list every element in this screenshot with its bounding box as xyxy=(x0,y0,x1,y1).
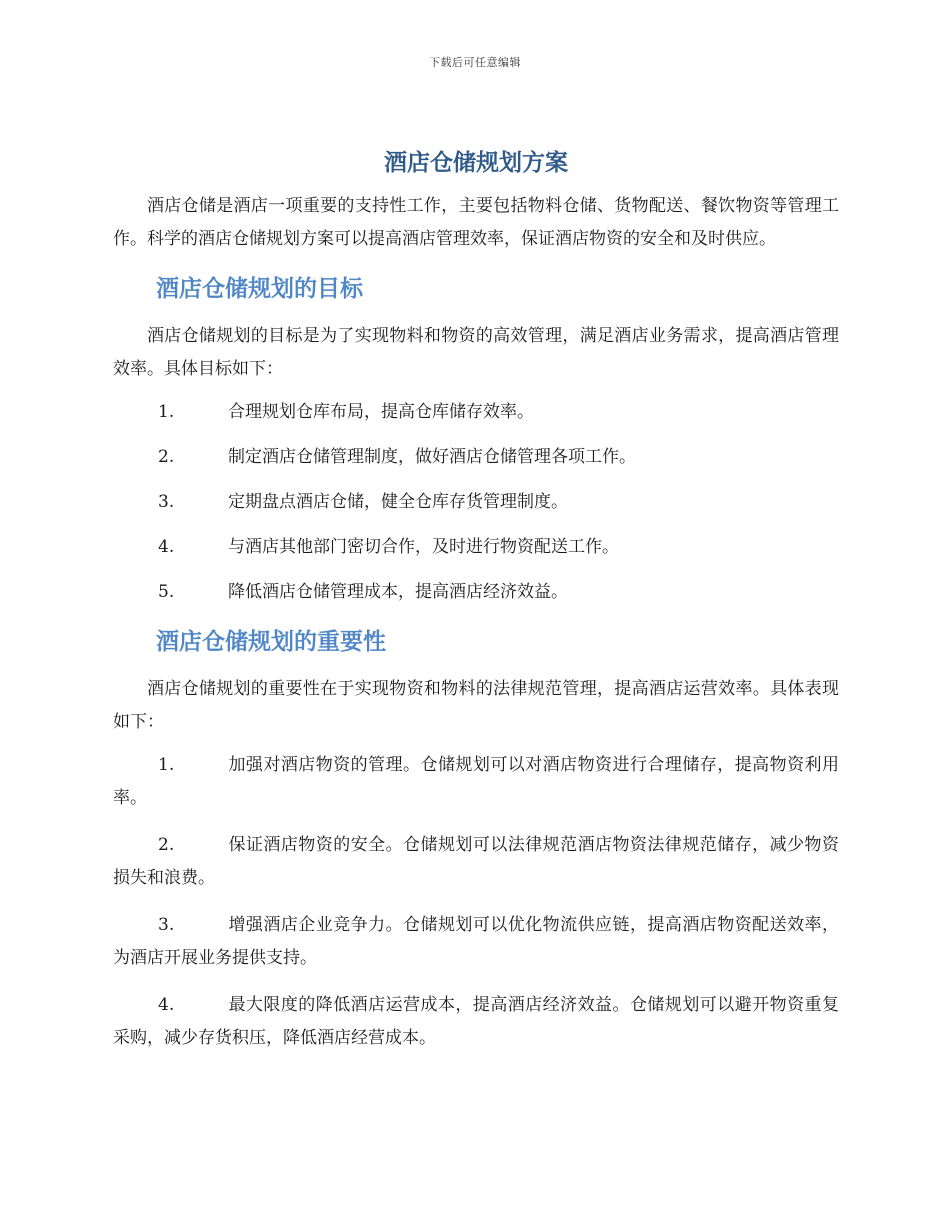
list-number: 3. xyxy=(158,492,175,512)
list-item xyxy=(113,531,839,564)
list-item xyxy=(113,396,839,429)
list-item xyxy=(113,486,839,519)
list-text: 与酒店其他部门密切合作，及时进行物资配送工作。 xyxy=(228,537,619,557)
list-text: 加强对酒店物资的管理。仓储规划可以对酒店物资进行合理储存，提高物资利用率。 xyxy=(113,755,839,808)
list-text: 最大限度的降低酒店运营成本，提高酒店经济效益。仓储规划可以避开物资重复采购，减少存货积压，降低酒店经营成本。 xyxy=(113,995,839,1048)
list-number: 3. xyxy=(158,915,175,935)
section-heading-importance: 酒店仓储规划的重要性 xyxy=(156,629,386,655)
list-number: 2. xyxy=(158,447,175,467)
list-number: 5. xyxy=(158,582,175,602)
list-number: 4. xyxy=(158,537,175,557)
document-title: 酒店仓储规划方案 xyxy=(384,150,568,176)
list-text: 增强酒店企业竞争力。仓储规划可以优化物流供应链，提高酒店物资配送效率，为酒店开展业务提供支持。 xyxy=(113,915,839,968)
list-text: 降低酒店仓储管理成本，提高酒店经济效益。 xyxy=(228,582,568,602)
document-body xyxy=(113,146,839,1069)
list-text: 制定酒店仓储管理制度，做好酒店仓储管理各项工作。 xyxy=(228,447,636,467)
section-importance-paragraph: 酒店仓储规划的重要性在于实现物资和物料的法律规范管理，提高酒店运营效率。具体表现如下： xyxy=(113,679,839,732)
list-text: 定期盘点酒店仓储，健全仓库存货管理制度。 xyxy=(228,492,568,512)
list-number: 1. xyxy=(158,402,175,422)
list-number: 2. xyxy=(158,835,175,855)
section-heading-goals: 酒店仓储规划的目标 xyxy=(156,276,363,302)
list-number: 4. xyxy=(158,995,175,1015)
list-item xyxy=(113,749,839,815)
section-goals-paragraph: 酒店仓储规划的目标是为了实现物料和物资的高效管理，满足酒店业务需求，提高酒店管理效率。具体目标如下： xyxy=(113,326,839,379)
goals-list xyxy=(113,396,839,609)
list-item xyxy=(113,829,839,895)
list-item xyxy=(113,576,839,609)
list-item xyxy=(113,989,839,1055)
list-item xyxy=(113,909,839,975)
list-number: 1. xyxy=(158,755,175,775)
list-item xyxy=(113,441,839,474)
list-text: 合理规划仓库布局，提高仓库储存效率。 xyxy=(228,402,534,422)
importance-list xyxy=(113,749,839,1055)
header-note: 下载后可任意编辑 xyxy=(429,56,521,69)
list-text: 保证酒店物资的安全。仓储规划可以法律规范酒店物资法律规范储存，减少物资损失和浪费。 xyxy=(113,835,839,888)
intro-paragraph: 酒店仓储是酒店一项重要的支持性工作，主要包括物料仓储、货物配送、餐饮物资等管理工作。科学的酒店仓储规划方案可以提高酒店管理效率，保证酒店物资的安全和及时供应。 xyxy=(113,196,839,249)
